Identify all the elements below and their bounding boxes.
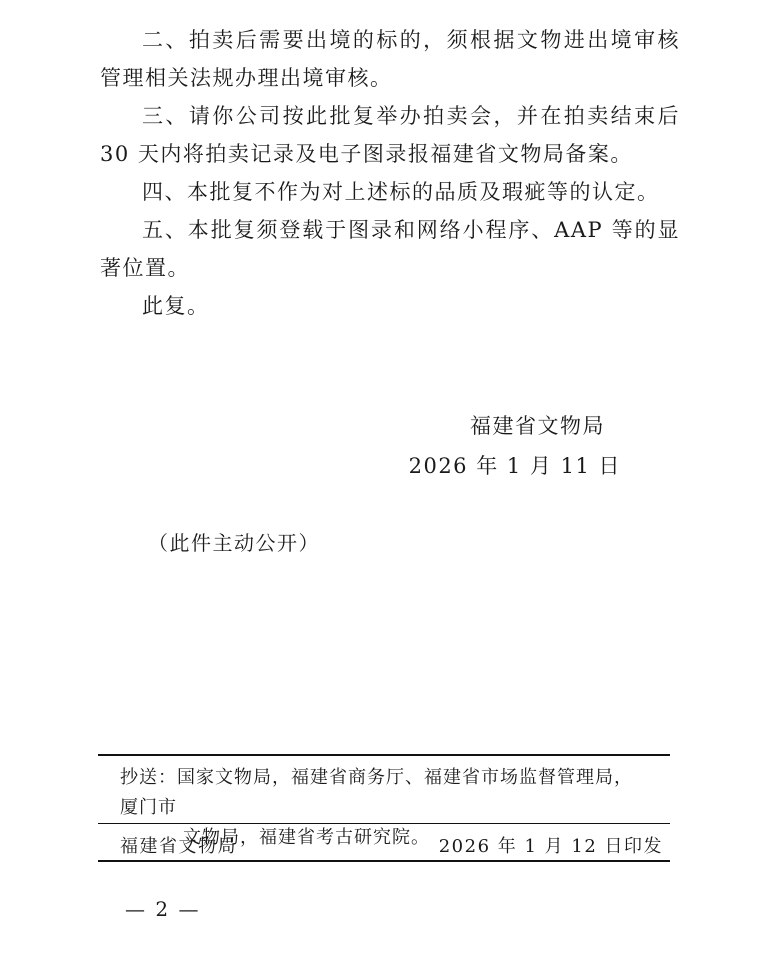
footer-rule-bottom [98,860,670,862]
paragraph-5: 五、本批复须登载于图录和网络小程序、AAP 等的显著位置。 [100,218,680,280]
paragraph-4: 四、本批复不作为对上述标的品质及瑕疵等的认定。 [142,180,660,204]
footer-rule-top [98,754,670,756]
carbon-copy-label: 抄送： [120,767,177,788]
closing-remark: 此复。 [142,294,210,318]
public-disclosure-note: （此件主动公开） [148,531,320,555]
footer-print-date: 2026 年 1 月 12 日印发 [438,836,663,857]
paragraph-2: 二、拍卖后需要出境的标的，须根据文物进出境审核管理相关法规办理出境审核。 [100,28,680,90]
carbon-copy-line-1: 国家文物局，福建省商务厅、福建省市场监督管理局，厦门市 [120,767,633,818]
footer-rule-middle [98,823,670,824]
signature-organization: 福建省文物局 [470,414,605,438]
footer-issuer: 福建省文物局 [120,836,237,857]
paragraph-3: 三、请你公司按此批复举办拍卖会，并在拍卖结束后 30 天内将拍卖记录及电子图录报福建省文物局备案。 [100,104,680,166]
carbon-copy-line-2: 文物局，福建省考古研究院。 [183,827,430,848]
signature-date: 2026 年 1 月 11 日 [408,454,621,478]
page-number: — 2 — [125,897,201,921]
body-paragraphs [100,21,680,325]
